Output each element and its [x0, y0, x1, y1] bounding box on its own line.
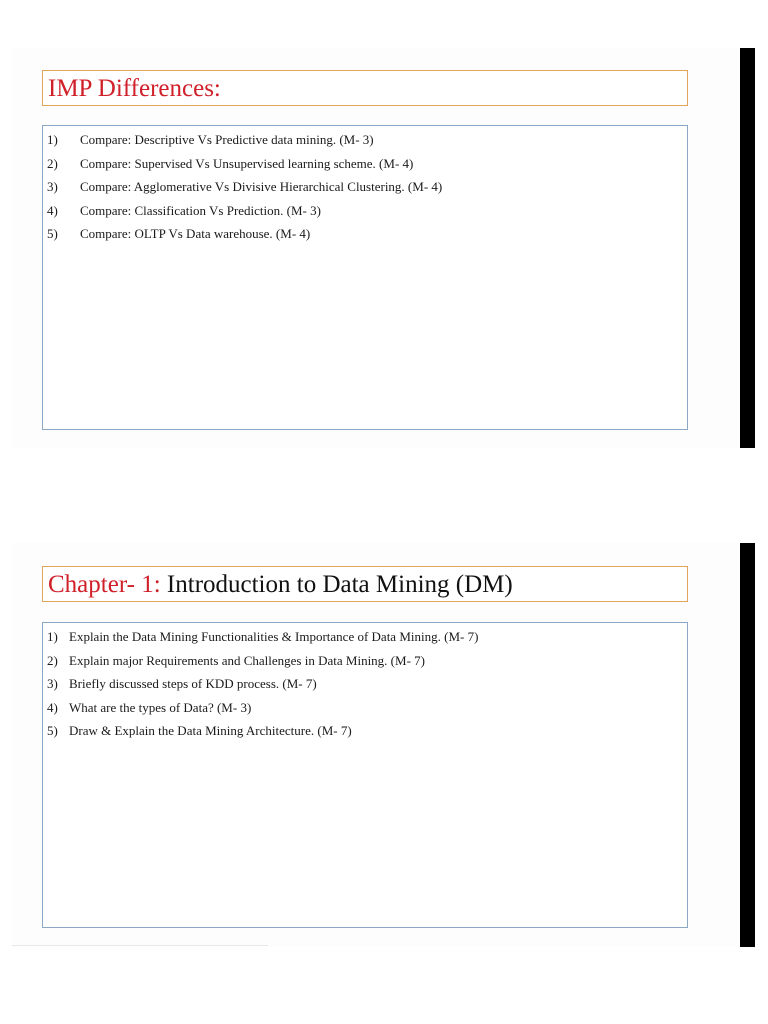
question-list — [47, 128, 683, 246]
question-item — [47, 222, 683, 246]
question-item — [47, 625, 683, 649]
slide-title-highlight: IMP Differences: — [48, 75, 221, 102]
slide-title — [48, 74, 221, 104]
question-text: Draw & Explain the Data Mining Architecture. (M- 7) — [69, 723, 352, 738]
question-text: Briefly discussed steps of KDD process. (M- 7) — [69, 676, 317, 691]
slide-title-highlight: Chapter- 1: — [48, 571, 161, 598]
slide-content-box — [42, 622, 688, 928]
question-item — [47, 719, 683, 743]
question-number: 3) — [47, 676, 58, 691]
question-number: 5) — [47, 226, 58, 241]
question-text: Compare: Classification Vs Prediction. (M- 3) — [80, 202, 321, 218]
question-item — [47, 128, 683, 152]
question-item — [47, 152, 683, 176]
question-text: Compare: Descriptive Vs Predictive data mining. (M- 3) — [80, 132, 374, 147]
slide-chapter-1 — [12, 543, 755, 947]
question-text: Explain the Data Mining Functionalities & Importance of Data Mining. (M- 7) — [69, 629, 479, 644]
question-number: 3) — [47, 179, 58, 194]
question-item — [47, 199, 683, 223]
question-item — [47, 696, 683, 720]
question-text: What are the types of Data? (M- 3) — [69, 699, 252, 715]
question-number: 2) — [47, 652, 58, 668]
question-number: 1) — [47, 132, 58, 147]
question-number: 4) — [47, 699, 58, 715]
question-text: Compare: Supervised Vs Unsupervised learning scheme. (M- 4) — [80, 155, 414, 171]
page-divider — [12, 945, 268, 946]
slide-title-text: Introduction to Data Mining (DM) — [160, 571, 513, 598]
question-list — [47, 625, 683, 743]
question-text: Compare: OLTP Vs Data warehouse. (M- 4) — [80, 226, 311, 241]
question-text: Explain major Requirements and Challenges in Data Mining. (M- 7) — [69, 652, 425, 668]
question-number: 2) — [47, 155, 58, 171]
slide-content-box — [42, 125, 688, 430]
slide-title-box — [42, 70, 688, 106]
slide-title-box — [42, 566, 688, 602]
question-number: 1) — [47, 629, 58, 644]
slide-title — [48, 570, 513, 600]
question-item — [47, 649, 683, 673]
question-number: 4) — [47, 202, 58, 218]
slide-imp-differences — [12, 48, 755, 448]
question-text: Compare: Agglomerative Vs Divisive Hierarchical Clustering. (M- 4) — [80, 179, 443, 194]
slide-edge-bar — [740, 543, 755, 947]
question-number: 5) — [47, 723, 58, 738]
slide-edge-bar — [740, 48, 755, 448]
question-item — [47, 672, 683, 696]
question-item — [47, 175, 683, 199]
